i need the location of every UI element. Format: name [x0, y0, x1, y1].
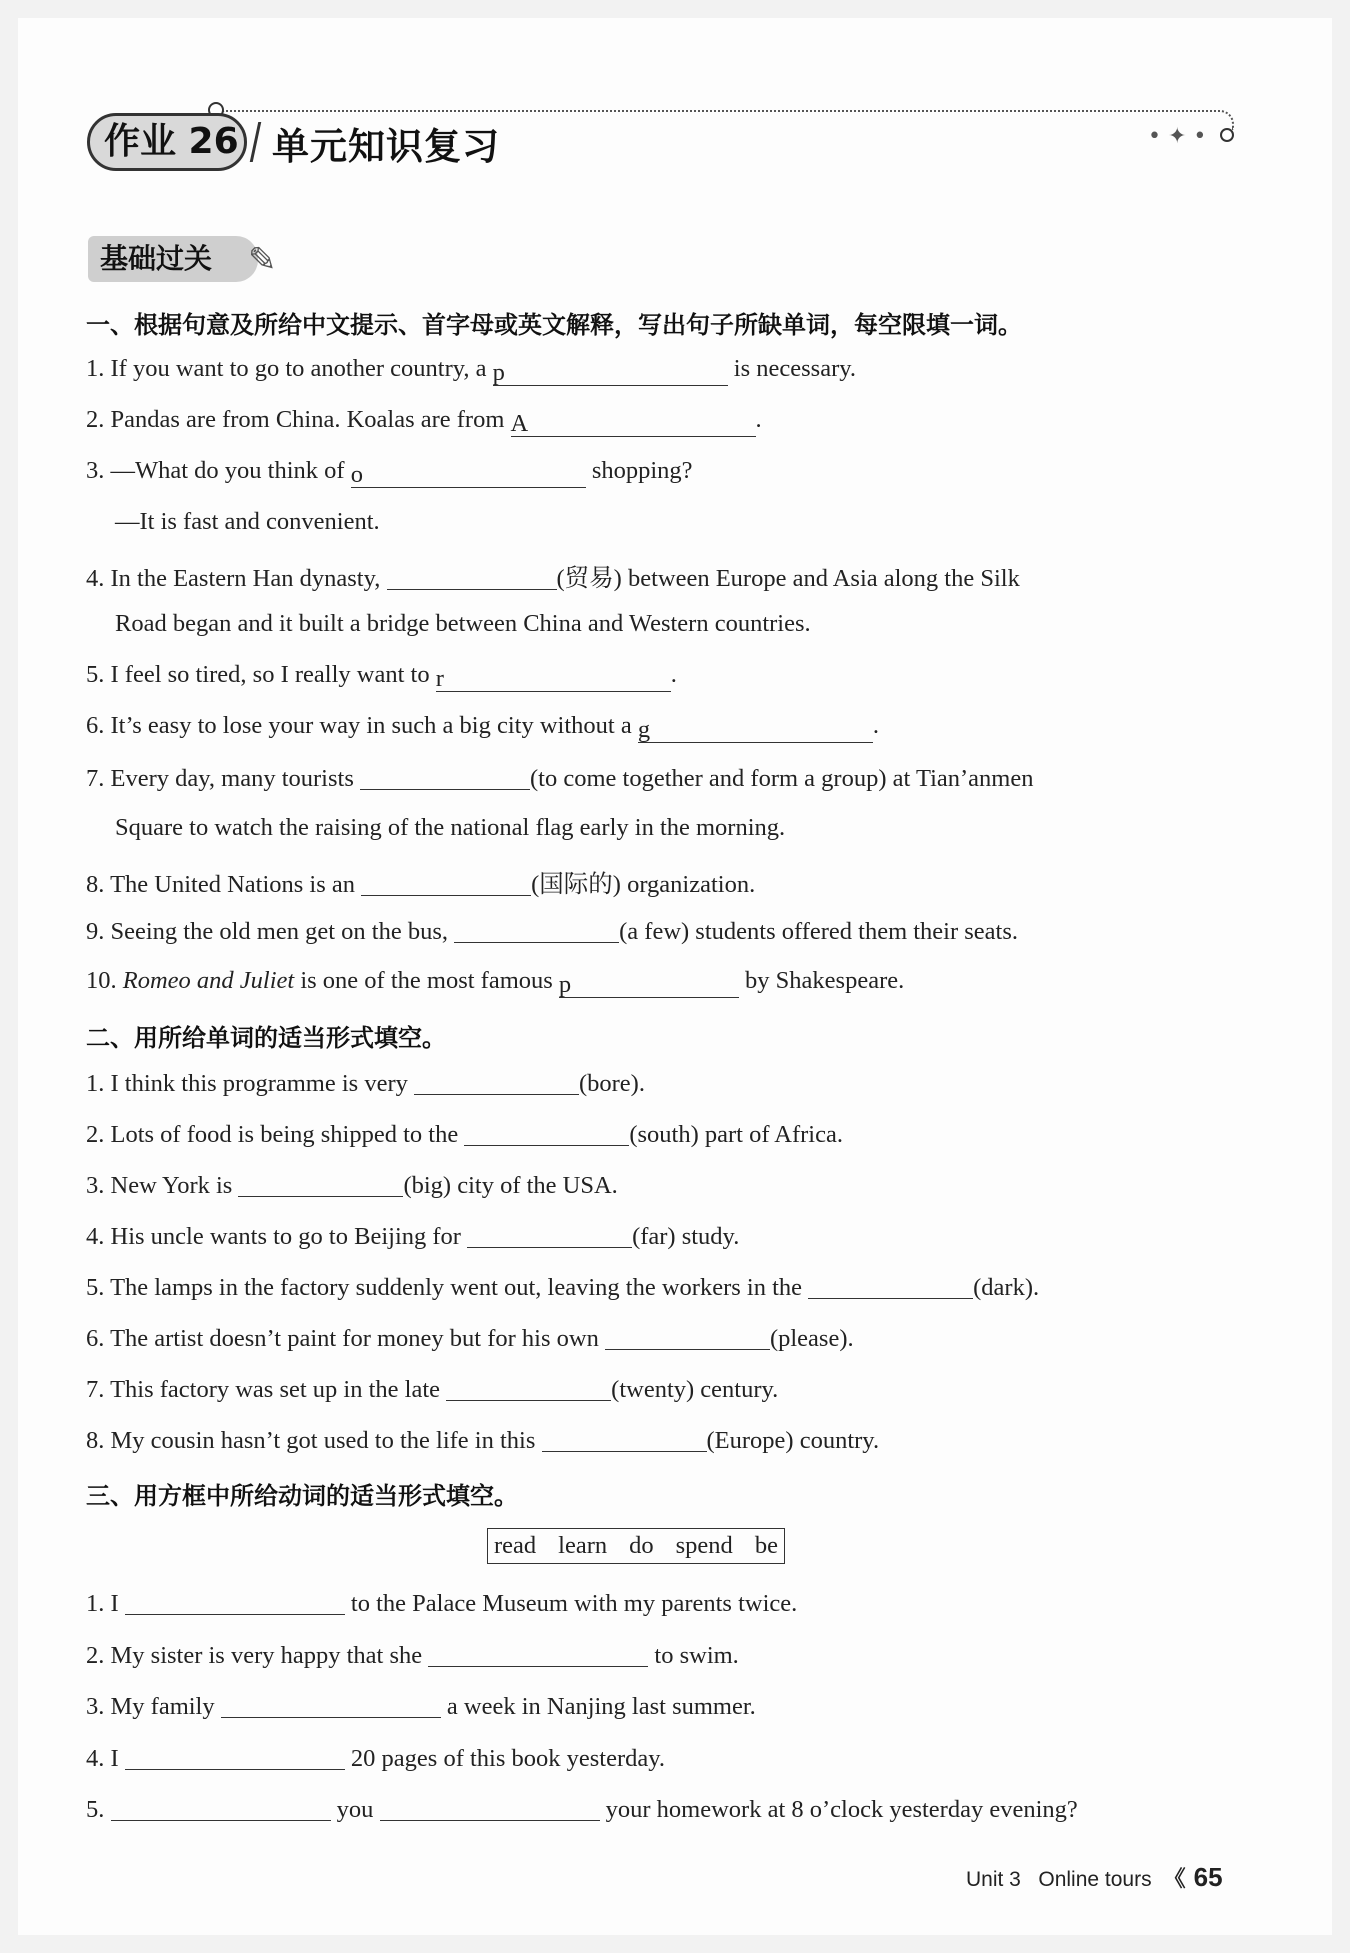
part3-item-5: 5. you your homework at 8 o’clock yesterday evening? [86, 1796, 1078, 1823]
part1-item-6: 6. It’s easy to lose your way in such a big city without a g . [86, 712, 879, 743]
assignment-badge: 作业 26 [87, 113, 247, 171]
answer-blank[interactable] [467, 1221, 632, 1248]
answer-blank[interactable]: p [493, 359, 728, 386]
pencil-icon: ✎ [248, 240, 277, 280]
part1-item-2: 2. Pandas are from China. Koalas are from A . [86, 406, 762, 437]
part3-heading: 三、用方框中所给动词的适当形式填空。 [86, 1482, 518, 1510]
answer-blank[interactable] [808, 1272, 973, 1299]
part1-item-3-reply: —It is fast and convenient. [115, 508, 380, 535]
answer-blank[interactable] [111, 1794, 331, 1821]
part3-item-3: 3. My family a week in Nanjing last summer. [86, 1693, 756, 1720]
part1-item-3: 3. —What do you think of o shopping? [86, 457, 693, 488]
answer-blank[interactable] [125, 1743, 345, 1770]
part2-item-7: 7. This factory was set up in the late (twenty) century. [86, 1376, 779, 1403]
answer-blank[interactable]: o [351, 461, 586, 488]
answer-blank[interactable] [542, 1425, 707, 1452]
answer-blank[interactable] [361, 869, 531, 896]
answer-blank[interactable] [605, 1323, 770, 1350]
answer-blank[interactable] [454, 916, 619, 943]
work-title: Romeo and Juliet [122, 967, 295, 994]
word-learn: learn [558, 1532, 608, 1559]
answer-blank[interactable] [464, 1119, 629, 1146]
part1-item-4: 4. In the Eastern Han dynasty, (贸易) between Europe and Asia along the Silk [86, 565, 1020, 592]
part2-item-5: 5. The lamps in the factory suddenly went out, leaving the workers in the (dark). [86, 1274, 1040, 1301]
sparkle-icon: • ✦ • [1148, 124, 1207, 149]
answer-blank[interactable] [428, 1640, 648, 1667]
chevron-left-icon: 《 [1163, 1866, 1186, 1891]
part2-heading: 二、用所给单词的适当形式填空。 [86, 1024, 446, 1052]
part1-item-8: 8. The United Nations is an (国际的) organization. [86, 871, 756, 898]
word-read: read [494, 1532, 537, 1559]
part1-item-9: 9. Seeing the old men get on the bus, (a few) students offered them their seats. [86, 918, 1019, 945]
answer-blank[interactable] [221, 1691, 441, 1718]
unit-topic: Online tours [1038, 1868, 1152, 1891]
part3-item-2: 2. My sister is very happy that she to swim. [86, 1642, 739, 1669]
part3-item-1: 1. I to the Palace Museum with my parents twice. [86, 1590, 798, 1617]
part1-item-10: 10. Romeo and Juliet is one of the most famous p by Shakespeare. [86, 967, 905, 998]
answer-blank[interactable]: r [436, 665, 671, 692]
part1-item-1: 1. If you want to go to another country, a p is necessary. [86, 355, 857, 386]
part1-item-4-cont: Road began and it built a bridge between China and Western countries. [115, 610, 811, 637]
word-do: do [629, 1532, 654, 1559]
header-end-ring [1220, 128, 1234, 142]
part2-item-3: 3. New York is (big) city of the USA. [86, 1172, 618, 1199]
page-title: 单元知识复习 [272, 125, 500, 168]
answer-blank[interactable] [360, 763, 530, 790]
part2-item-8: 8. My cousin hasn’t got used to the life in this (Europe) country. [86, 1427, 880, 1454]
part2-item-1: 1. I think this programme is very (bore). [86, 1070, 645, 1097]
answer-blank[interactable]: g [638, 716, 873, 743]
page-number: 65 [1193, 1862, 1223, 1892]
part2-item-6: 6. The artist doesn’t paint for money but for his own (please). [86, 1325, 854, 1352]
word-be: be [754, 1532, 778, 1559]
answer-blank[interactable]: A [511, 410, 756, 437]
unit-label: Unit 3 [966, 1868, 1021, 1891]
word-box [487, 1528, 785, 1564]
part1-item-5: 5. I feel so tired, so I really want to r . [86, 661, 677, 692]
answer-blank[interactable] [125, 1588, 345, 1615]
part2-item-2: 2. Lots of food is being shipped to the (south) part of Africa. [86, 1121, 843, 1148]
section-tab: 基础过关 [88, 236, 258, 282]
part2-item-4: 4. His uncle wants to go to Beijing for (far) study. [86, 1223, 740, 1250]
answer-blank[interactable] [446, 1374, 611, 1401]
answer-blank[interactable]: p [559, 971, 739, 998]
answer-blank[interactable] [380, 1794, 600, 1821]
answer-blank[interactable] [238, 1170, 403, 1197]
part1-item-7-cont: Square to watch the raising of the national flag early in the morning. [115, 814, 786, 841]
word-spend: spend [675, 1532, 733, 1559]
part1-item-7: 7. Every day, many tourists (to come together and form a group) at Tian’anmen [86, 765, 1034, 792]
answer-blank[interactable] [387, 563, 557, 590]
part3-item-4: 4. I 20 pages of this book yesterday. [86, 1745, 666, 1772]
part1-heading: 一、根据句意及所给中文提示、首字母或英文解释，写出句子所缺单词，每空限填一词。 [86, 311, 1022, 339]
answer-blank[interactable] [414, 1068, 579, 1095]
page-footer [966, 1862, 1223, 1893]
